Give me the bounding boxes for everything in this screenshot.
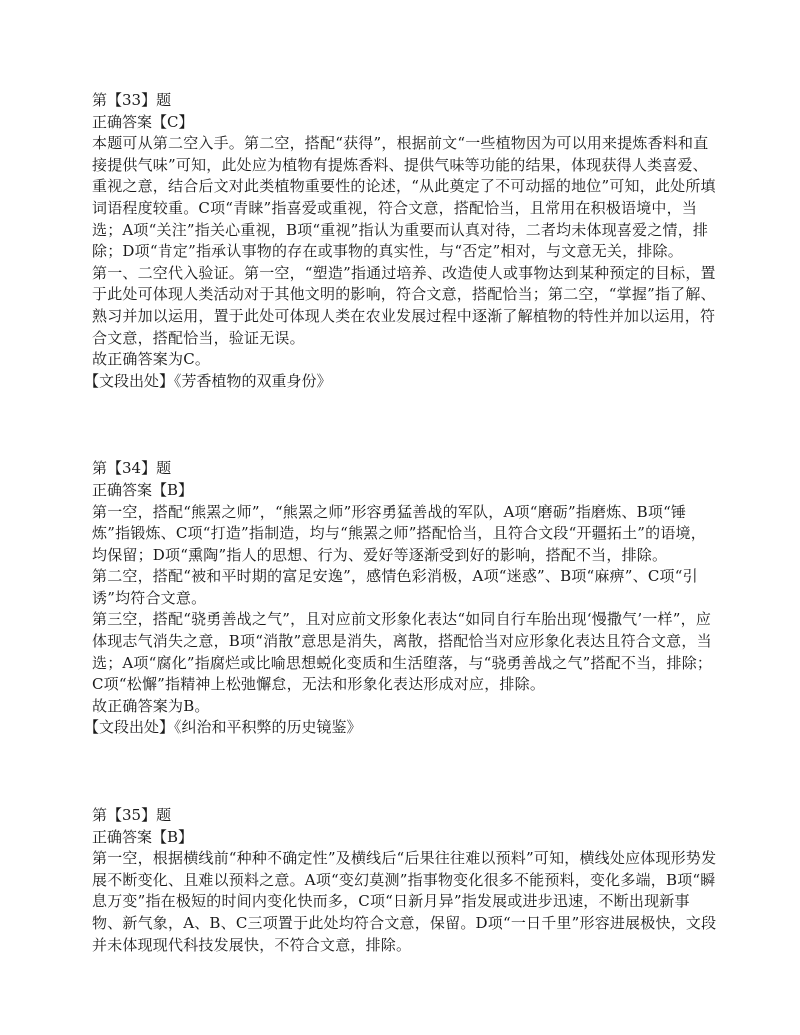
document-page	[84, 90, 718, 956]
conclusion-line: 故正确答案为C。	[92, 350, 211, 369]
conclusion-line: 故正确答案为B。	[92, 696, 210, 715]
question-33	[84, 90, 718, 392]
question-title: 第【33】题	[92, 91, 172, 109]
question-35	[92, 805, 718, 956]
question-34	[84, 458, 718, 739]
source-citation: 【文段出处】《芳香植物的双重身份》	[84, 371, 332, 390]
section-spacer	[92, 392, 718, 458]
explanation-paragraph: 第一空，搭配“熊罴之师”，“熊罴之师”形容勇猛善战的军队，A项“磨砺”指磨炼、B项“锤炼”指锻炼、C项“打造”指制造，均与“熊罴之师”搭配恰当，且符合文段“开疆拓土”的语境，均保留；D项“熏陶”指人的思想、行为、爱好等逐渐受到好的影响，搭配不当，排除。	[92, 502, 706, 564]
question-title: 第【35】题	[92, 806, 172, 825]
explanation-paragraph: 第一空，根据横线前“种种不确定性”及横线后“后果往往难以预料”可知，横线处应体现形势发展不断变化、且难以预料之意。A项“变幻莫测”指事物变化很多不能预料，变化多端，B项“瞬息万变”指在极短的时间内变化快而多，C项“日新月异”指发展或进步迅速，不断出现新事物、新气象，A、B、C三项置于此处均符合文意，保留。D项“一日千里”形容进展极快，文段并未体现现代科技发展快，不符合文意，排除。	[92, 849, 717, 954]
source-citation: 【文段出处】《纠治和平积弊的历史镜鉴》	[84, 718, 362, 737]
correct-answer: 正确答案【C】	[92, 112, 194, 131]
explanation-paragraph: 本题可从第二空入手。第二空，搭配“获得”，根据前文“一些植物因为可以用来提炼香料和直接提供气味”可知，此处应为植物有提炼香料、提供气味等功能的结果，体现获得人类喜爱、重视之意，结合后文对此类植物重要性的论述，“从此奠定了不可动摇的地位”可知，此处所填词语程度较重。C项“青睐”指喜爱或重视，符合文意，搭配恰当，且常用在积极语境中，当选；A项“关注”指关心重视，B项“重视”指认为重要而认真对待，二者均未体现喜爱之情，排除；D项“肯定”指承认事物的存在或事物的真实性，与“否定”相对，与文意无关，排除。	[92, 134, 716, 261]
explanation-paragraph: 第三空，搭配“骁勇善战之气”，且对应前文形象化表达“如同自行车胎出现‘慢撒气’一样”，应体现志气消失之意，B项“消散”意思是消失，离散，搭配恰当对应形象化表达且符合文意，当选；A项“腐化”指腐烂或比喻思想蜕化变质和生活堕落，与“骁勇善战之气”搭配不当，排除；C项“松懈”指精神上松弛懈怠，无法和形象化表达形成对应，排除。	[92, 610, 713, 694]
correct-answer: 正确答案【B】	[92, 480, 194, 499]
explanation-paragraph: 第二空，搭配“被和平时期的富足安逸”，感情色彩消极，A项“迷惑”、B项“麻痹”、C项“引诱”均符合文意。	[92, 567, 698, 607]
section-spacer	[92, 739, 718, 805]
explanation-paragraph: 第一、二空代入验证。第一空，“塑造”指通过培养、改造使人或事物达到某种预定的目标，置于此处可体现人类活动对于其他文明的影响，符合文意，搭配恰当；第二空，“掌握”指了解、熟习并加以运用，置于此处可体现人类在农业发展过程中逐渐了解植物的特性并加以运用，符合文意，搭配恰当，验证无误。	[92, 263, 716, 347]
question-title: 第【34】题	[92, 459, 172, 478]
correct-answer: 正确答案【B】	[92, 827, 194, 846]
